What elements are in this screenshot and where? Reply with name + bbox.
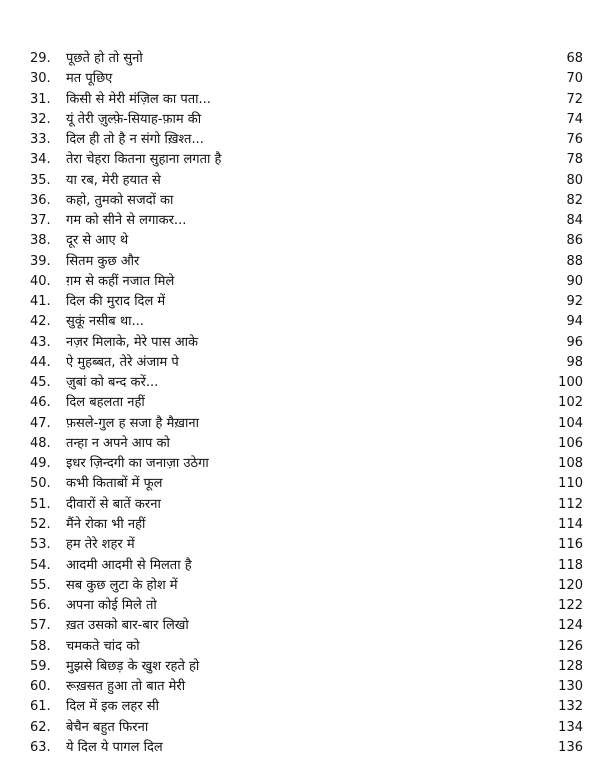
entry-number: 50. (30, 476, 51, 492)
entry-page-number: 96 (566, 334, 583, 350)
entry-title: दिल ही तो है न संगो ख़िश्त... (66, 132, 204, 148)
entry-title: नज़र मिलाके, मेरे पास आके (66, 334, 199, 350)
entry-title: अपना कोई मिले तो (66, 598, 157, 614)
toc-entry (0, 697, 600, 717)
entry-title: सुकूं नसीब था... (66, 314, 144, 330)
entry-page-number: 126 (558, 638, 583, 654)
toc-entry (0, 90, 600, 110)
toc-entry (0, 738, 600, 758)
entry-title: कभी किताबों में फूल (66, 476, 163, 492)
toc-entry (0, 292, 600, 312)
entry-number: 59. (30, 658, 51, 674)
entry-number: 33. (30, 132, 51, 148)
entry-page-number: 88 (566, 253, 583, 269)
entry-title: हम तेरे शहर में (66, 537, 135, 553)
entry-number: 43. (30, 334, 51, 350)
toc-entry (0, 211, 600, 231)
entry-title: दूर से आए थे (66, 233, 129, 249)
entry-number: 60. (30, 679, 51, 695)
entry-page-number: 124 (558, 618, 583, 634)
entry-page-number: 112 (558, 496, 583, 512)
toc-entry (0, 454, 600, 474)
entry-page-number: 68 (566, 51, 583, 66)
entry-page-number: 100 (558, 375, 583, 391)
entry-page-number: 134 (558, 719, 583, 735)
entry-page-number: 114 (558, 516, 583, 532)
toc-entry (0, 393, 600, 413)
entry-page-number: 78 (566, 152, 583, 168)
entry-number: 57. (30, 618, 51, 634)
entry-number: 38. (30, 233, 51, 249)
entry-title: ये दिल ये पागल दिल (66, 739, 163, 755)
entry-title: यूं तेरी ज़ुल्फ़े-सियाह-फ़ाम की (66, 111, 202, 127)
toc-entry (0, 333, 600, 353)
entry-number: 47. (30, 415, 51, 431)
entry-title: सब कुछ लुटा के होश में (66, 577, 178, 593)
entry-title: सितम कुछ और (66, 253, 140, 269)
entry-number: 58. (30, 638, 51, 654)
entry-title: या रब, मेरी हयात से (66, 172, 161, 188)
entry-number: 54. (30, 557, 51, 573)
toc-entry (0, 272, 600, 292)
toc-entry (0, 596, 600, 616)
toc-entry (0, 312, 600, 332)
entry-number: 39. (30, 253, 51, 269)
toc-entry (0, 231, 600, 251)
entry-title: कहो, तुमको सजदों का (66, 192, 174, 208)
toc-entry (0, 49, 600, 69)
entry-number: 40. (30, 273, 51, 289)
toc-entry (0, 171, 600, 191)
entry-page-number: 108 (558, 456, 583, 472)
entry-page-number: 80 (566, 172, 583, 188)
entry-number: 45. (30, 375, 51, 391)
entry-title: चमकते चांद को (66, 638, 140, 654)
entry-title: किसी से मेरी मंज़िल का पता... (66, 91, 211, 107)
entry-number: 44. (30, 354, 51, 370)
entry-title: बेचैन बहुत फिरना (66, 719, 149, 735)
entry-page-number: 122 (558, 598, 583, 614)
entry-title: इधर ज़िन्दगी का जनाज़ा उठेगा (66, 456, 209, 472)
entry-page-number: 70 (566, 71, 583, 87)
toc-entry (0, 535, 600, 555)
toc-entry (0, 474, 600, 494)
entry-title: तन्हा न अपने आप को (66, 435, 170, 451)
entry-page-number: 72 (566, 91, 583, 107)
toc-entry (0, 252, 600, 272)
toc-entry (0, 718, 600, 738)
entry-title: ऐ मुहब्बत, तेरे अंजाम पे (66, 354, 179, 370)
toc-entry (0, 434, 600, 454)
entry-page-number: 116 (558, 537, 583, 553)
toc-entry (0, 556, 600, 576)
entry-title: मैंने रोका भी नहीं (66, 516, 146, 532)
entry-page-number: 84 (566, 213, 583, 229)
entry-number: 63. (30, 739, 51, 755)
toc-entry (0, 616, 600, 636)
toc-entry (0, 353, 600, 373)
entry-page-number: 132 (558, 699, 583, 715)
toc-entry (0, 576, 600, 596)
entry-number: 42. (30, 314, 51, 330)
toc-entry (0, 373, 600, 393)
entry-page-number: 104 (558, 415, 583, 431)
entry-number: 62. (30, 719, 51, 735)
entry-number: 48. (30, 435, 51, 451)
entry-title: दिल की मुराद दिल में (66, 294, 166, 310)
entry-number: 30. (30, 71, 51, 87)
toc-entry (0, 191, 600, 211)
entry-number: 32. (30, 111, 51, 127)
entry-title: आदमी आदमी से मिलता है (66, 557, 192, 573)
entry-number: 61. (30, 699, 51, 715)
entry-number: 41. (30, 294, 51, 310)
entry-title: ग़म से कहीं नजात मिले (66, 273, 175, 289)
entry-number: 55. (30, 577, 51, 593)
entry-page-number: 82 (566, 192, 583, 208)
toc-entry (0, 677, 600, 697)
toc-entry (0, 150, 600, 170)
entry-page-number: 92 (566, 294, 583, 310)
entry-page-number: 110 (558, 476, 583, 492)
entry-number: 36. (30, 192, 51, 208)
entry-page-number: 90 (566, 273, 583, 289)
entry-title: मुझसे बिछड़ के खुश रहते हो (66, 658, 200, 674)
entry-page-number: 136 (558, 739, 583, 755)
entry-page-number: 120 (558, 577, 583, 593)
entry-number: 53. (30, 537, 51, 553)
toc-entry (0, 637, 600, 657)
entry-number: 52. (30, 516, 51, 532)
entry-page-number: 76 (566, 132, 583, 148)
entry-page-number: 130 (558, 679, 583, 695)
toc-entry (0, 69, 600, 89)
entry-page-number: 98 (566, 354, 583, 370)
entry-page-number: 106 (558, 435, 583, 451)
entry-number: 51. (30, 496, 51, 512)
entry-page-number: 118 (558, 557, 583, 573)
entry-title: दिल बहलता नहीं (66, 395, 145, 411)
entry-title: ख़त उसको बार-बार लिखो (66, 618, 189, 634)
entry-number: 56. (30, 598, 51, 614)
entry-page-number: 94 (566, 314, 583, 330)
entry-title: पूछते हो तो सुनो (66, 51, 143, 66)
entry-title: मत पूछिए (66, 71, 113, 87)
entry-title: दीवारों से बातें करना (66, 496, 161, 512)
entry-title: फ़सले-गुल ह सजा है मैख़ाना (66, 415, 199, 431)
toc-entry (0, 515, 600, 535)
entry-title: रूख़सत हुआ तो बात मेरी (66, 679, 186, 695)
entry-number: 34. (30, 152, 51, 168)
entry-title: गम को सीने से लगाकर... (66, 213, 187, 229)
entry-number: 29. (30, 51, 51, 66)
entry-title: दिल में इक लहर सी (66, 699, 159, 715)
toc-entry (0, 414, 600, 434)
toc-entry (0, 657, 600, 677)
entry-page-number: 102 (558, 395, 583, 411)
toc-entry (0, 130, 600, 150)
entry-number: 35. (30, 172, 51, 188)
entry-number: 31. (30, 91, 51, 107)
toc-entry (0, 495, 600, 515)
entry-page-number: 86 (566, 233, 583, 249)
toc-entry (0, 110, 600, 130)
entry-number: 46. (30, 395, 51, 411)
entry-number: 49. (30, 456, 51, 472)
entry-number: 37. (30, 213, 51, 229)
entry-page-number: 128 (558, 658, 583, 674)
entry-title: ज़ुबां को बन्द करें... (66, 375, 159, 391)
entry-page-number: 74 (566, 111, 583, 127)
entry-title: तेरा चेहरा कितना सुहाना लगता है (66, 152, 222, 168)
